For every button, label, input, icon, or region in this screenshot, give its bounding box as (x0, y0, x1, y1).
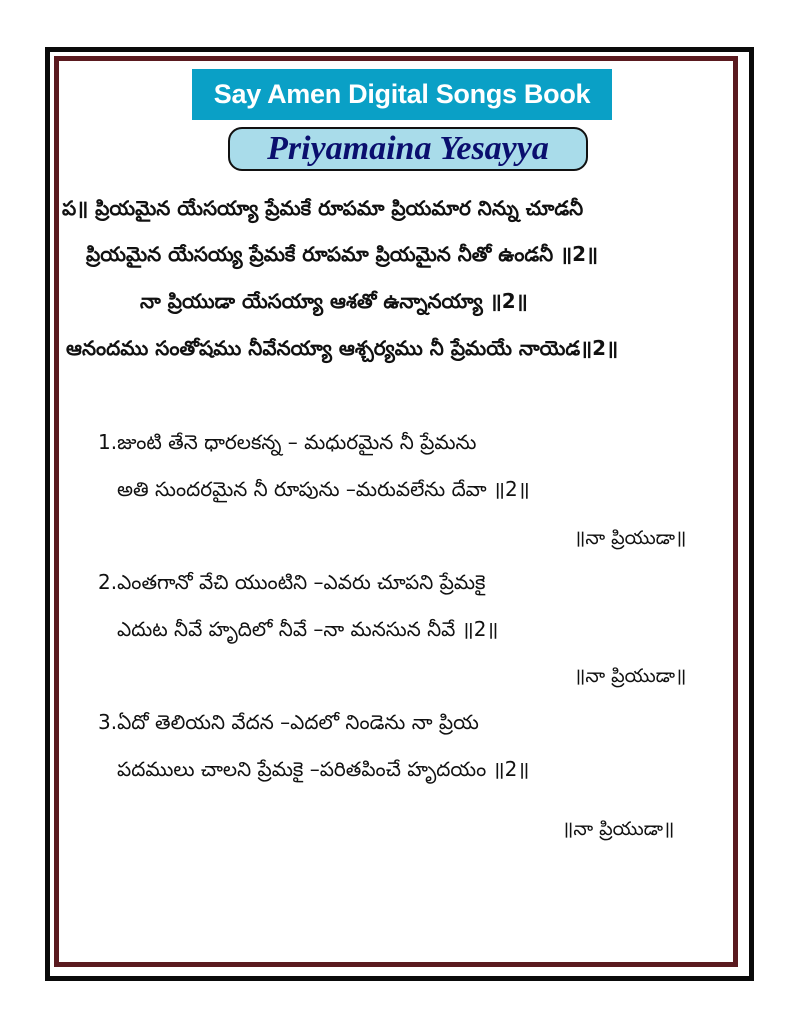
verse-3-refrain: ॥నా ప్రియుడా॥ (562, 818, 675, 840)
chorus-line: నా ప్రియుడా యేసయ్యా ఆశతో ఉన్నానయ్యా ॥2॥ (140, 289, 528, 313)
chorus-line: ఆనందము సంతోషము నీవేనయ్యా ఆశ్చర్యము నీ ప్రేమయే నాయెడ॥2॥ (66, 336, 619, 360)
verse-3-line: 3.ఏదో తెలియని వేదన –ఎదలో నిండెను నా ప్రియ (98, 710, 479, 734)
chorus-line: ప్రియమైన యేసయ్య ప్రేమకే రూపమా ప్రియమైన నీతో ఉండనీ ॥2॥ (86, 242, 599, 266)
verse-1-refrain: ॥నా ప్రియుడా॥ (574, 527, 687, 549)
chorus-line: ప॥ ప్రియమైన యేసయ్యా ప్రేమకే రూపమా ప్రియమార నిన్ను చూడనీ (62, 196, 584, 220)
verse-2-line: 2.ఎంతగానో వేచి యుంటిని –ఎవరు చూపని ప్రేమకై (98, 570, 486, 594)
verse-2-refrain: ॥నా ప్రియుడా॥ (574, 665, 687, 687)
verse-2-line: ఎదుట నీవే హృదిలో నీవే –నా మనసున నీవే ॥2॥ (117, 617, 499, 641)
verse-1-line: 1.జుంటి తేనె ధారలకన్న – మధురమైన నీ ప్రేమను (98, 430, 477, 454)
verse-1-line: అతి సుందరమైన నీ రూపును –మరువలేను దేవా ॥2॥ (117, 477, 530, 501)
songbook-banner: Say Amen Digital Songs Book (192, 69, 612, 120)
song-title: Priyamaina Yesayya (228, 127, 588, 171)
verse-3-line: పదములు చాలని ప్రేమకై –పరితపించే హృదయం ॥2॥ (117, 757, 530, 781)
